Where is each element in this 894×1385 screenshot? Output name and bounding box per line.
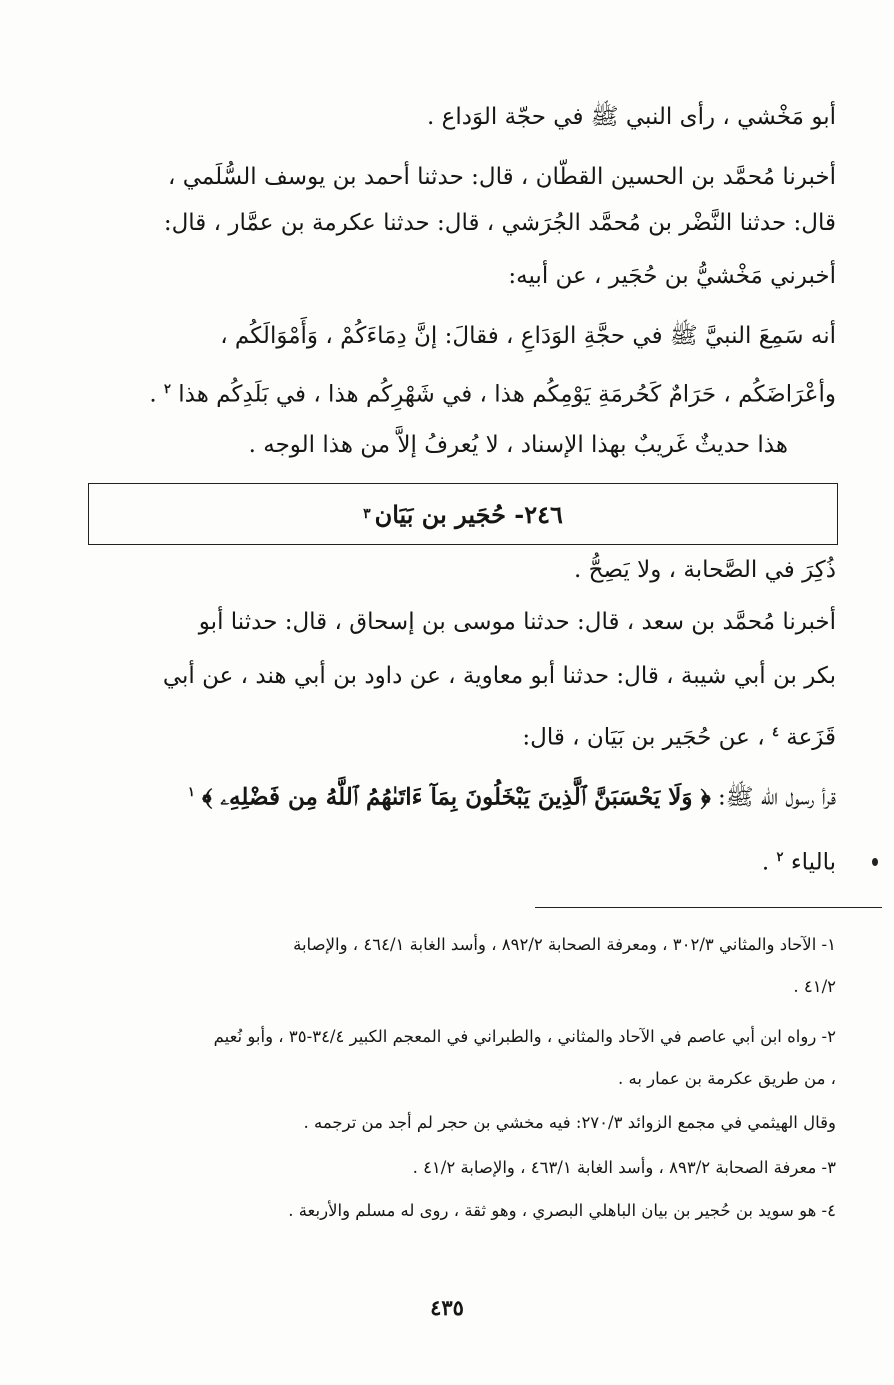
text-line-2: أخبرنا مُحمَّد بن الحسين القطّان ، قال: حدثنا أحمد بن يوسف السُّلَمي ، xyxy=(167,164,836,190)
text-line-1: أبو مَخْشي ، رأى النبي ﷺ في حجّة الوَداع . xyxy=(427,104,836,130)
page-number: ٤٣٥ xyxy=(430,1295,464,1320)
ink-speck xyxy=(872,858,878,866)
footnote-separator xyxy=(535,907,882,908)
text-line-13 xyxy=(92,838,836,878)
text-line-11 xyxy=(92,713,836,753)
text-line-11-rest: عن حُجَير بن بَيَان ، قال: xyxy=(522,724,750,751)
text-line-10: بكر بن أبي شيبة ، قال: حدثنا أبو معاوية ، عن داود بن أبي هند ، عن أبي xyxy=(162,663,836,689)
text-line-8: ذُكِرَ في الصَّحابة ، ولا يَصِحُّ . xyxy=(574,557,836,583)
footnote-mark: ٢ xyxy=(776,850,784,865)
footnote-1-cont: ٤١/٢ . xyxy=(793,977,836,996)
footnote-2: ٢- رواه ابن أبي عاصم في الآحاد والمثاني ، والطبراني في المعجم الكبير ٣٤/٤-٣٥ ، وأبو نُعيم xyxy=(213,1027,836,1046)
entry-dash: - xyxy=(505,499,525,529)
footnote-2-cont: ، من طريق عكرمة بن عمار به . xyxy=(618,1069,836,1088)
qaza-word: قَزَعة xyxy=(786,724,836,751)
text-line-3: قال: حدثنا النَّضْر بن مُحمَّد الجُرَشي ، قال: حدثنا عكرمة بن عمَّار ، قال: xyxy=(163,210,836,236)
last-line-text: بالياء xyxy=(790,849,836,876)
text-line-5: أنه سَمِعَ النبيَّ ﷺ في حجَّةِ الوَدَاعِ ، فقالَ: إنَّ دِمَاءَكُمْ ، وَأَمْوَالَكُم ، xyxy=(220,323,836,349)
text-line-6-end: . xyxy=(149,381,164,408)
footnote-mark: ٢ xyxy=(163,382,171,397)
text-line-6-body: وأعْرَاضَكُم ، حَرَامٌ كَحُرمَةِ يَوْمِكُم هذا ، في شَهْرِكُم هذا ، في بَلَدِكُم هذا xyxy=(178,381,836,408)
text-line-6 xyxy=(92,370,836,410)
footnote-4: ٤- هو سويد بن حُجير بن بيان الباهلي البصري ، وهو ثقة ، روى له مسلم والأربعة . xyxy=(288,1201,836,1220)
heading-footnote-mark: ٣ xyxy=(363,506,371,522)
qaza-comma: ، xyxy=(749,724,772,751)
entry-heading xyxy=(375,500,563,529)
footnote-mark: ٤ xyxy=(771,725,779,740)
quran-intro: قرأ رسول الله ﷺ: xyxy=(710,784,836,811)
footnote-mark: ١ xyxy=(187,785,195,800)
entry-heading-box xyxy=(88,483,838,545)
text-line-4: أخبرني مَخْشيُّ بن حُجَير ، عن أبيه: xyxy=(508,263,836,289)
quran-verse: ﴿ وَلَا يَحْسَبَنَّ ٱلَّذِينَ يَبْخَلُونَ بِمَآ ءَاتَىٰهُمُ ٱللَّهُ مِن فَضْلِهِۦ ﴾ xyxy=(202,783,711,811)
last-line-end: . xyxy=(761,849,777,876)
text-line-7: هذا حديثٌ غَريبٌ بهذا الإسناد ، لا يُعرفُ إلاَّ من هذا الوجه . xyxy=(248,432,788,458)
footnote-1: ١- الآحاد والمثاني ٣٠٢/٣ ، ومعرفة الصحابة ٨٩٢/٢ ، وأسد الغابة ٤٦٤/١ ، والإصابة xyxy=(293,935,836,954)
text-line-9: أخبرنا مُحمَّد بن سعد ، قال: حدثنا موسى بن إسحاق ، قال: حدثنا أبو xyxy=(198,609,836,635)
footnote-2-note: وقال الهيثمي في مجمع الزوائد ٢٧٠/٣: فيه مخشي بن حجر لم أجد من ترجمه . xyxy=(303,1113,836,1132)
entry-name: حُجَير بن بَيَان xyxy=(374,499,506,529)
text-line-12 xyxy=(92,773,836,813)
entry-number: ٢٤٦ xyxy=(524,499,563,529)
footnote-3: ٣- معرفة الصحابة ٨٩٣/٢ ، وأسد الغابة ٤٦٣/١ ، والإصابة ٤١/٢ . xyxy=(412,1158,836,1177)
